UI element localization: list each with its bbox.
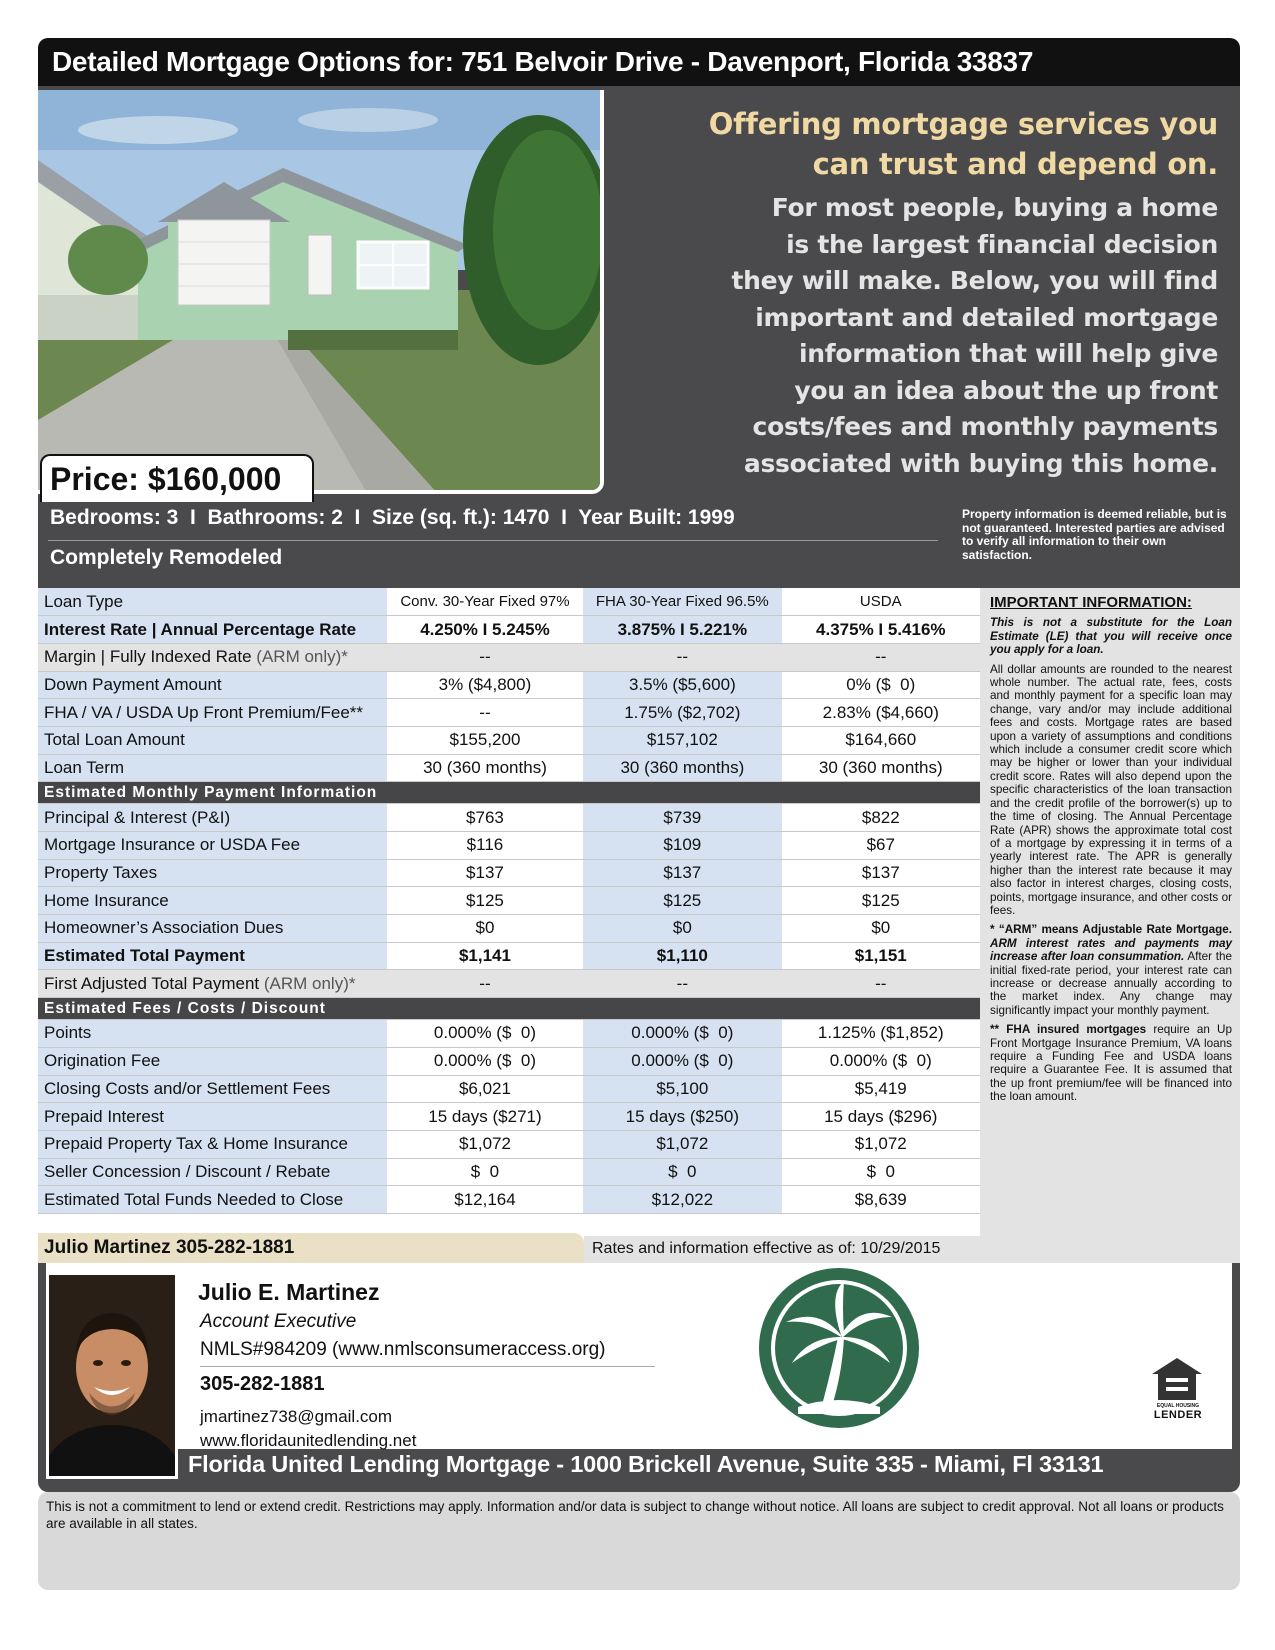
contact-bar (38, 1233, 584, 1263)
row-label (38, 942, 387, 970)
table-cell: $137 (387, 859, 583, 887)
mortgage-table (38, 588, 980, 1214)
arm-only-note: (ARM only)* (259, 973, 356, 993)
house-photo (38, 90, 604, 494)
row-label-text: Prepaid Property Tax & Home Insurance (44, 1134, 348, 1154)
row-label (38, 1020, 387, 1048)
row-label (38, 643, 387, 671)
table-cell: $ 0 (387, 1158, 583, 1186)
agent-card (46, 1263, 1232, 1449)
table-cell: $116 (387, 832, 583, 860)
agent-nmls: NMLS#984209 (www.nmlsconsumeraccess.org) (200, 1339, 606, 1360)
table-row (38, 671, 980, 699)
table-cell: $157,102 (583, 726, 781, 754)
table-cell: $155,200 (387, 726, 583, 754)
table-row (38, 1075, 980, 1103)
info-arm-warning: ARM interest rates and payments may increase after loan consummation. (990, 936, 1232, 964)
table-cell: 1.125% ($1,852) (782, 1020, 980, 1048)
section-header: Estimated Monthly Payment Information (38, 782, 980, 804)
table-row (38, 1047, 980, 1075)
table-cell: -- (387, 643, 583, 671)
row-label-text: First Adjusted Total Payment (44, 973, 260, 993)
table-cell: $5,100 (583, 1075, 781, 1103)
table-row (38, 1103, 980, 1131)
table-row (38, 754, 980, 782)
title-bar (38, 38, 1240, 86)
property-specs: Bedrooms: 3 I Bathrooms: 2 I Size (sq. ft.): 1470 I Year Built: 1999 (50, 506, 735, 529)
table-cell: $1,151 (782, 942, 980, 970)
table-cell: $ 0 (583, 1158, 781, 1186)
intro-line: information that will help give (799, 339, 1218, 368)
info-rounding-note: All dollar amounts are rounded to the nearest whole number. The actual rate, fees, costs and monthly payment for a specific loan may change, vary and/or may include additional fees and costs. Mortgage rates are based upon a variety of assumptions and conditions which include a consumer credit score which may be higher or lower than your individual credit score. Rates will also depend upon the specific characteristics of the loan transaction and the credit profile of the borrower(s) up to the time of closing. The Annual Percentage Rate (APR) shows the approximate total cost of a mortgage by expressing it in terms of a yearly interest rate. The APR is generally higher than the interest rate because it may also factor in interest charges, closing costs, points, mortgage insurance, and other costs or fees. (990, 662, 1232, 917)
row-label (38, 1075, 387, 1103)
intro-line: For most people, buying a home (771, 193, 1218, 222)
row-label-text: Closing Costs and/or Settlement Fees (44, 1078, 331, 1098)
table-row (38, 832, 980, 860)
table-cell: -- (387, 699, 583, 727)
row-label (38, 915, 387, 943)
row-label (38, 588, 387, 616)
row-label (38, 1047, 387, 1075)
row-label-text: Loan Type (44, 591, 124, 611)
table-cell: $125 (387, 887, 583, 915)
table-cell: $67 (782, 832, 980, 860)
intro-text (698, 190, 1218, 482)
table-cell: 2.83% ($4,660) (782, 699, 980, 727)
mortgage-table-body (38, 588, 980, 1213)
table-cell: 15 days ($271) (387, 1103, 583, 1131)
row-label (38, 859, 387, 887)
table-row (38, 1158, 980, 1186)
arm-only-note: (ARM only)* (251, 647, 348, 667)
row-label (38, 699, 387, 727)
row-label-text: Estimated Total Payment (44, 946, 245, 966)
row-label-text: Margin | Fully Indexed Rate (44, 647, 252, 667)
intro-line: important and detailed mortgage (755, 302, 1218, 332)
row-label-text: Homeowner’s Association Dues (44, 918, 284, 938)
contact-bar-text: Julio Martinez 305-282-1881 (44, 1237, 295, 1258)
table-cell: 30 (360 months) (387, 754, 583, 782)
table-cell: -- (387, 970, 583, 998)
row-label-text: Property Taxes (44, 863, 158, 883)
row-label-text: Total Loan Amount (44, 730, 185, 750)
row-label (38, 887, 387, 915)
table-row (38, 887, 980, 915)
column-header: USDA (782, 588, 980, 616)
tagline-line: can trust and depend on. (812, 147, 1218, 181)
row-label-text: Points (44, 1023, 92, 1043)
agent-headshot (46, 1272, 178, 1479)
table-cell: 15 days ($296) (782, 1103, 980, 1131)
property-disclaimer: Property information is deemed reliable, but is not guaranteed. Interested parties are advised to verify all information to their own satisfaction. (962, 507, 1227, 562)
row-label-text: Mortgage Insurance or USDA Fee (44, 835, 301, 855)
row-label-text: Interest Rate | Annual Percentage Rate (44, 619, 357, 639)
table-header-row (38, 588, 980, 616)
table-cell: $164,660 (782, 726, 980, 754)
info-arm-note (990, 923, 1232, 1017)
section-header-row (38, 998, 980, 1020)
table-cell: 0.000% ($ 0) (782, 1047, 980, 1075)
palm-tree-logo (758, 1267, 920, 1434)
equal-housing-label: EQUAL HOUSING (1156, 1403, 1200, 1409)
table-row (38, 726, 980, 754)
table-cell: 3.5% ($5,600) (583, 671, 781, 699)
table-row (38, 699, 980, 727)
table-cell: -- (782, 643, 980, 671)
table-cell: -- (782, 970, 980, 998)
table-cell: $125 (782, 887, 980, 915)
mortgage-table-wrap (38, 588, 980, 1214)
agent-section (38, 1263, 1240, 1492)
table-cell: 3% ($4,800) (387, 671, 583, 699)
column-header: FHA 30-Year Fixed 96.5% (583, 588, 781, 616)
table-cell: 3.875% I 5.221% (583, 616, 781, 644)
row-label (38, 832, 387, 860)
company-address: Florida United Lending Mortgage - 1000 Brickell Avenue, Suite 335 - Miami, Fl 33131 (188, 1451, 1104, 1477)
table-cell: $1,110 (583, 942, 781, 970)
row-label (38, 970, 387, 998)
table-cell: $763 (387, 804, 583, 832)
table-row (38, 643, 980, 671)
table-cell: 0.000% ($ 0) (583, 1020, 781, 1048)
table-row (38, 1020, 980, 1048)
rates-effective-text: Rates and information effective as of: 10/29/2015 (592, 1240, 941, 1257)
table-row (38, 970, 980, 998)
table-cell: $5,419 (782, 1075, 980, 1103)
row-label (38, 804, 387, 832)
info-arm-definition: * “ARM” means Adjustable Rate Mortgage. (990, 923, 1232, 937)
table-cell: $109 (583, 832, 781, 860)
row-label-text: Estimated Total Funds Needed to Close (44, 1189, 344, 1209)
table-cell: $0 (583, 915, 781, 943)
table-row (38, 1186, 980, 1214)
equal-housing-icon (1150, 1356, 1204, 1407)
table-cell: $822 (782, 804, 980, 832)
table-row (38, 942, 980, 970)
table-cell: $137 (583, 859, 781, 887)
table-cell: $0 (387, 915, 583, 943)
row-label (38, 616, 387, 644)
row-label (38, 1158, 387, 1186)
table-cell: 0.000% ($ 0) (387, 1047, 583, 1075)
important-info-title: IMPORTANT INFORMATION: (990, 594, 1192, 611)
table-cell: 4.250% I 5.245% (387, 616, 583, 644)
info-fha-note (990, 1023, 1232, 1103)
hero-section (38, 86, 1240, 588)
info-fha-title: ** FHA insured mortgages (990, 1023, 1147, 1037)
equal-housing-lender: LENDER (1153, 1409, 1203, 1421)
agent-divider (200, 1366, 655, 1367)
table-cell: $0 (782, 915, 980, 943)
table-cell: 0.000% ($ 0) (387, 1020, 583, 1048)
table-cell: $137 (782, 859, 980, 887)
table-cell: 4.375% I 5.416% (782, 616, 980, 644)
row-label-text: Prepaid Interest (44, 1106, 165, 1126)
row-label (38, 671, 387, 699)
table-row (38, 915, 980, 943)
section-header-row (38, 782, 980, 804)
tagline-line: Offering mortgage services you (708, 107, 1218, 141)
rates-effective-bar (584, 1236, 980, 1263)
specs-divider (48, 540, 938, 541)
price-box (40, 454, 314, 502)
info-le-note: This is not a substitute for the Loan Estimate (LE) that you will receive once you apply for a loan. (990, 616, 1232, 657)
table-cell: $12,022 (583, 1186, 781, 1214)
table-cell: 30 (360 months) (782, 754, 980, 782)
row-label (38, 1186, 387, 1214)
row-label-text: Principal & Interest (P&I) (44, 807, 231, 827)
agent-phone: 305-282-1881 (200, 1373, 325, 1395)
table-cell: $12,164 (387, 1186, 583, 1214)
tagline (698, 104, 1218, 184)
table-row (38, 1130, 980, 1158)
table-cell: $1,141 (387, 942, 583, 970)
table-cell: $1,072 (782, 1130, 980, 1158)
table-cell: $125 (583, 887, 781, 915)
table-cell: -- (583, 970, 781, 998)
table-cell: $6,021 (387, 1075, 583, 1103)
page-title: Detailed Mortgage Options for: 751 Belvoir Drive - Davenport, Florida 33837 (52, 46, 1034, 77)
intro-line: costs/fees and monthly payments (752, 412, 1218, 441)
table-cell: 1.75% ($2,702) (583, 699, 781, 727)
agent-website[interactable]: www.floridaunitedlending.net (200, 1431, 417, 1450)
table-row (38, 616, 980, 644)
footer-disclaimer: This is not a commitment to lend or extend credit. Restrictions may apply. Information and/or data is subject to change without notice. All loans are subject to credit approval. Not all loans or products are available in all states. (38, 1492, 1240, 1590)
table-cell: -- (583, 643, 781, 671)
agent-name: Julio E. Martinez (198, 1279, 380, 1305)
table-cell: 0.000% ($ 0) (583, 1047, 781, 1075)
column-header: Conv. 30-Year Fixed 97% (387, 588, 583, 616)
intro-line: is the largest financial decision (786, 229, 1218, 259)
table-cell: 15 days ($250) (583, 1103, 781, 1131)
table-cell: $ 0 (782, 1158, 980, 1186)
row-label-text: Home Insurance (44, 890, 169, 910)
row-label-text: Seller Concession / Discount / Rebate (44, 1161, 331, 1181)
row-label (38, 726, 387, 754)
table-cell: $1,072 (583, 1130, 781, 1158)
intro-line: they will make. Below, you will find (731, 266, 1218, 295)
price: Price: $160,000 (50, 461, 282, 497)
table-cell: $8,639 (782, 1186, 980, 1214)
row-label-text: Loan Term (44, 757, 125, 777)
section-header: Estimated Fees / Costs / Discount (38, 998, 980, 1020)
row-label (38, 754, 387, 782)
table-cell: $1,072 (387, 1130, 583, 1158)
table-row (38, 859, 980, 887)
info-arm-detail: After the initial fixed-rate period, your interest rate can increase or decrease annually according to the market index. Any change may significantly impact your monthly payment. (990, 950, 1232, 1017)
table-row (38, 804, 980, 832)
table-cell: $739 (583, 804, 781, 832)
remodeled-note: Completely Remodeled (50, 546, 283, 569)
intro-line: you an idea about the up front (794, 375, 1218, 405)
agent-title: Account Executive (200, 1311, 357, 1332)
table-cell: 30 (360 months) (583, 754, 781, 782)
agent-email[interactable]: jmartinez738@gmail.com (200, 1407, 393, 1426)
row-label-text: FHA / VA / USDA Up Front Premium/Fee** (44, 702, 364, 722)
row-label (38, 1130, 387, 1158)
info-fha-detail: require an Up Front Mortgage Insurance Premium, VA loans require a Funding Fee and USDA loans require a Guarantee Fee. It is assumed that the up front premium/fee will be financed into the loan amount. (990, 1023, 1232, 1104)
table-cell: 0% ($ 0) (782, 671, 980, 699)
row-label-text: Down Payment Amount (44, 674, 222, 694)
row-label (38, 1103, 387, 1131)
row-label-text: Origination Fee (44, 1051, 161, 1071)
important-info-panel (980, 588, 1240, 1263)
intro-line: associated with buying this home. (743, 448, 1218, 478)
